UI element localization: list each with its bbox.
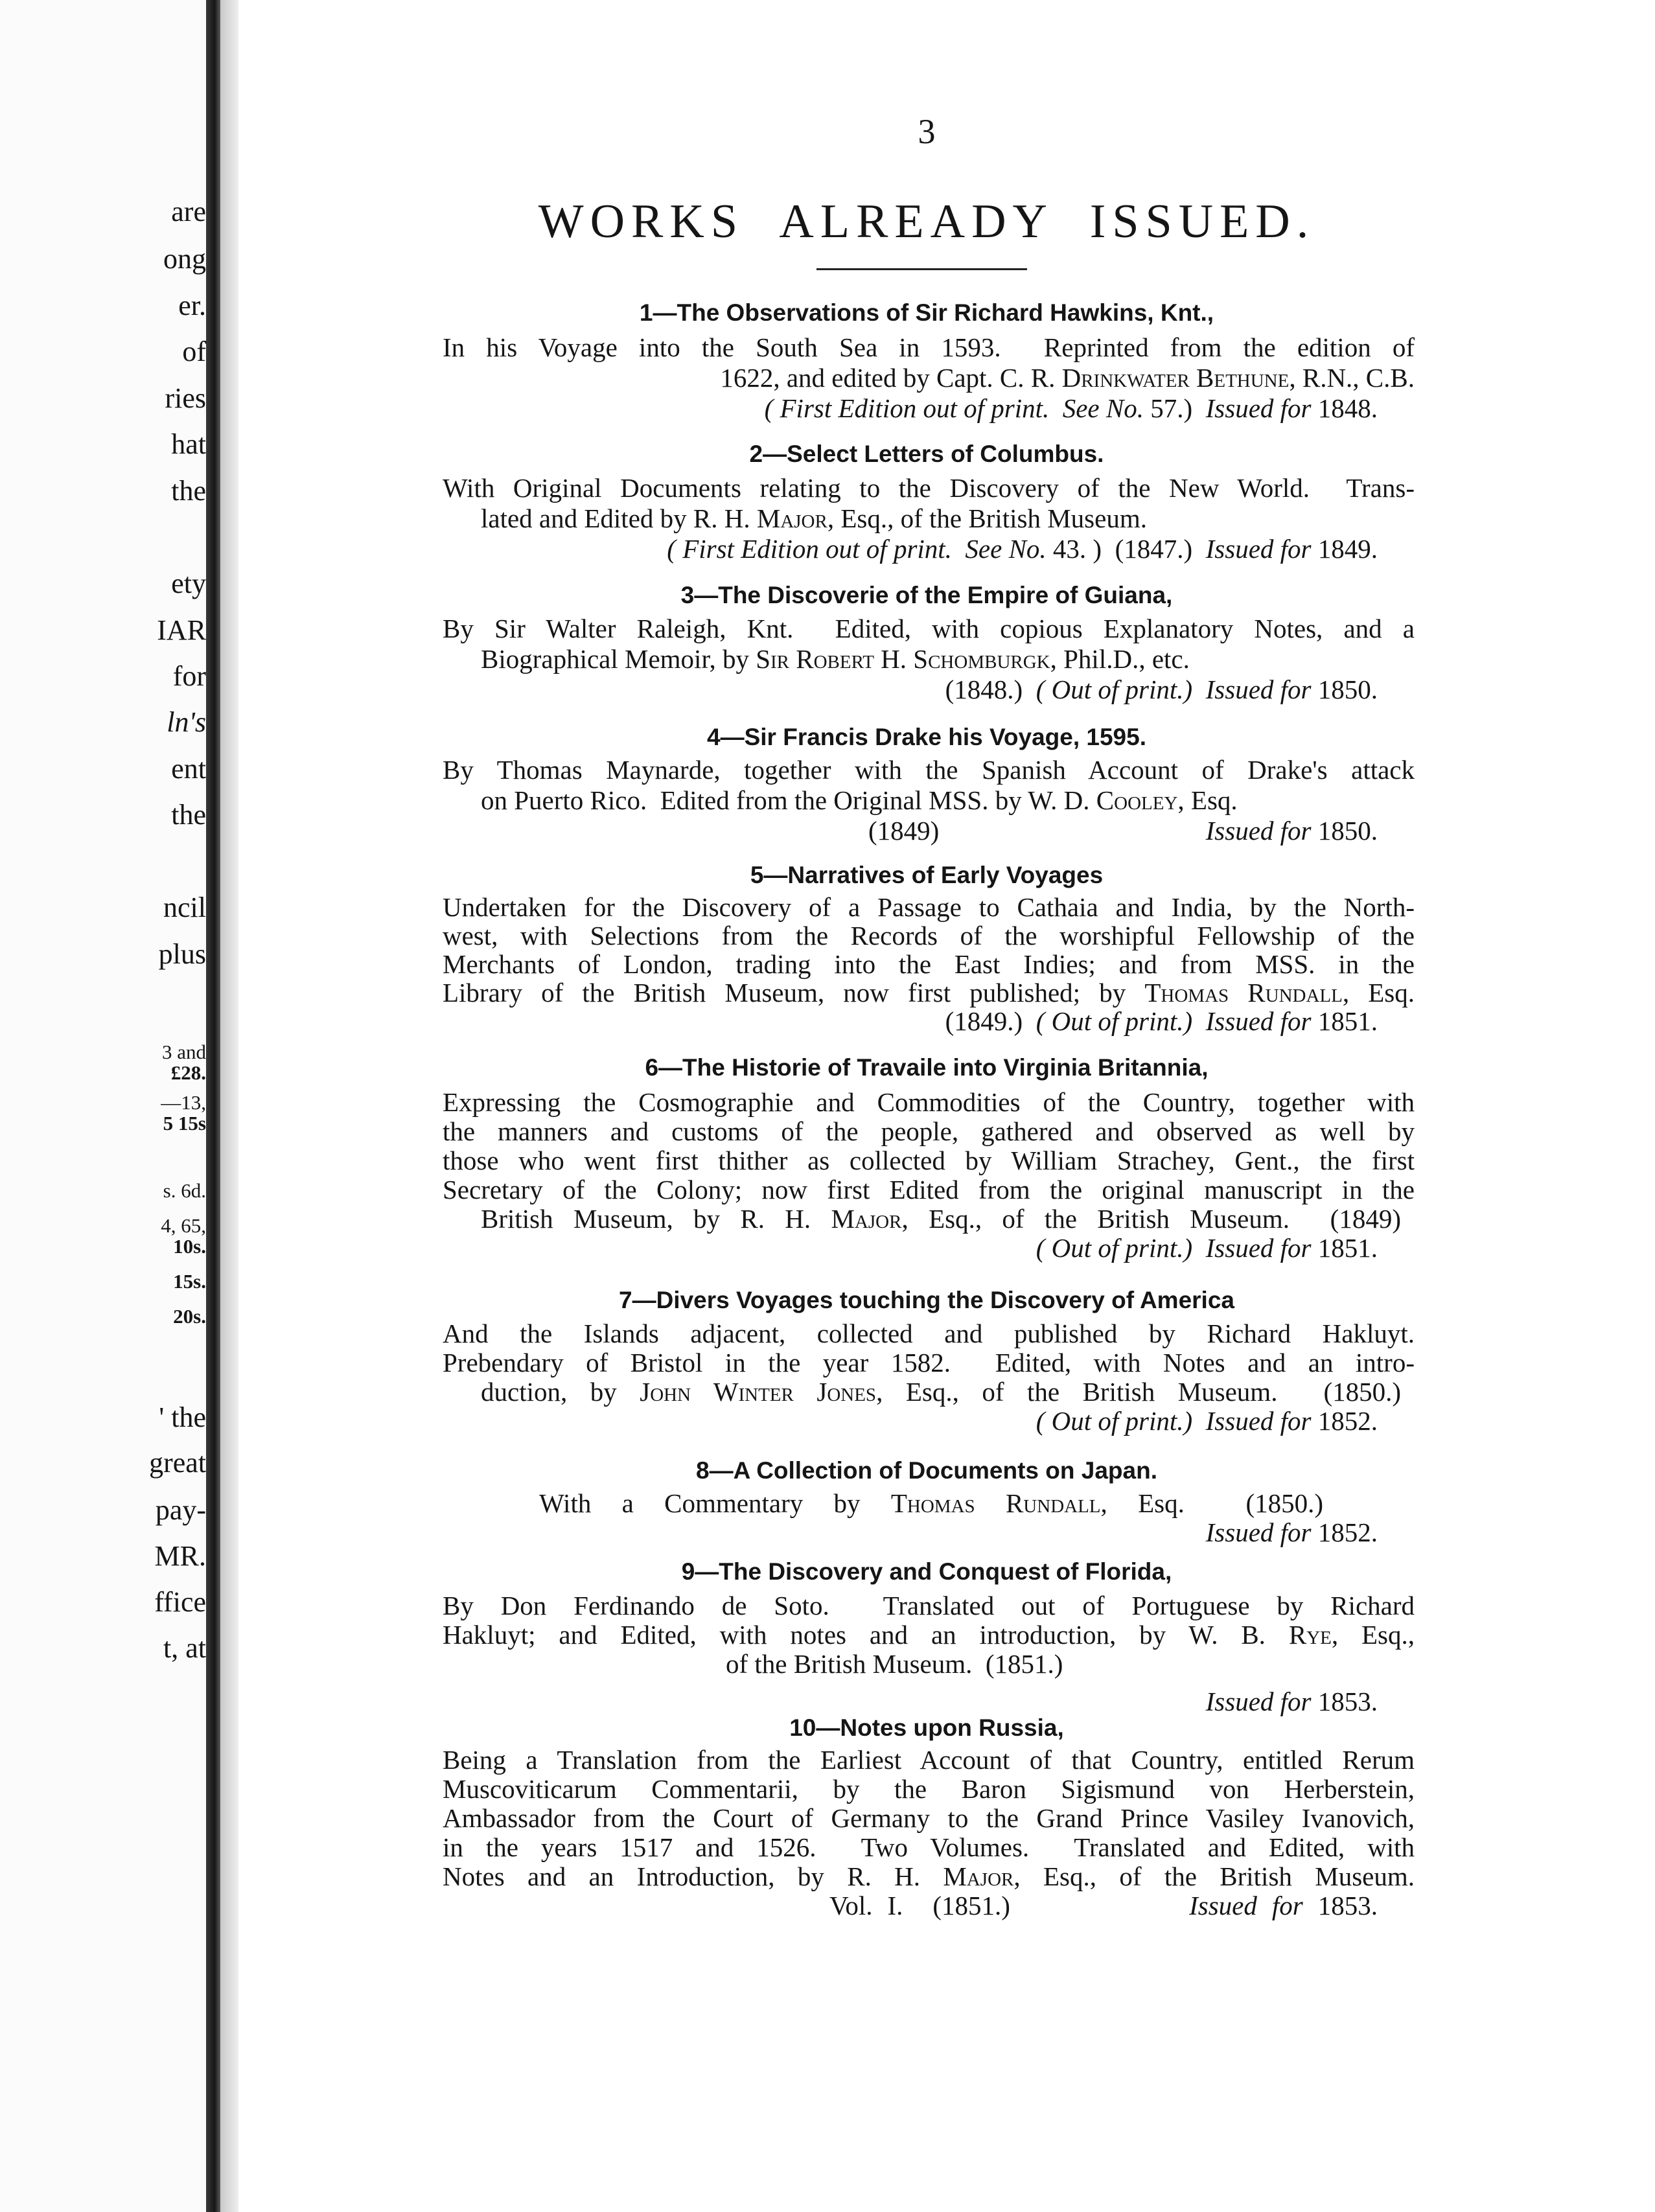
entry-text: 1850. (1317, 816, 1378, 846)
entry-text: Major (756, 503, 828, 533)
entry-line (443, 1089, 1415, 1116)
entry-line (443, 616, 1415, 642)
entry-text: 57.) (1150, 393, 1206, 423)
entry-line (829, 1893, 1378, 1919)
facing-page-fragment: 4, 65, (161, 1214, 206, 1237)
entry-line (443, 1805, 1415, 1832)
entry-text: Hakluyt; and Edited, with notes and an introduction, by W. B. (443, 1620, 1289, 1650)
facing-page-fragment: ong (163, 243, 206, 275)
entry-text: 1852. (1317, 1517, 1378, 1547)
facing-page-fragment: ries (165, 382, 206, 414)
entry-line (443, 1593, 1415, 1619)
entry-text: Notes and an Introduction, by R. H. (443, 1861, 943, 1891)
entry-heading: 8—A Collection of Documents on Japan. (696, 1457, 1157, 1484)
gutter-shadow (220, 0, 238, 2212)
entry-text: 1622, and edited by Capt. C. R. (720, 363, 1062, 393)
entry-line (443, 951, 1415, 978)
entry-text: 1851. (1317, 1233, 1378, 1263)
entry-text: Thomas Rundall (890, 1488, 1101, 1518)
entry-line (481, 646, 1415, 673)
entry-text: , Esq., of the British Museum. (827, 503, 1147, 533)
facing-page-fragment: ncil (163, 892, 206, 923)
entry-text: Being a Translation from the Earliest Account of that Country, entitled Rerum (443, 1745, 1415, 1775)
entry-line (1037, 1519, 1378, 1546)
facing-page-fragment: £28. (170, 1061, 206, 1084)
entry-line (868, 818, 953, 844)
facing-page-fragment: the (171, 475, 206, 507)
entry-heading: 10—Notes upon Russia, (789, 1714, 1064, 1741)
entry-text: the manners and customs of the people, gathered and observed as well by (443, 1116, 1415, 1146)
entry-text: ( Out of print.) Issued for (1036, 1406, 1318, 1436)
entry-text: , Esq., of the British Museum. (1013, 1861, 1415, 1891)
facing-page-fragment: er. (178, 290, 206, 321)
facing-page-fragment: ffice (154, 1586, 206, 1618)
entry-heading: 1—The Observations of Sir Richard Hawkins, Knt., (639, 299, 1214, 326)
facing-page-fragment: are (171, 196, 206, 227)
entry-line (531, 536, 1378, 562)
entry-text: those who went first thither as collected by William Strachey, Gent., the first (443, 1146, 1415, 1175)
entry-heading: 4—Sir Francis Drake his Voyage, 1595. (707, 724, 1146, 750)
entry-text: By Thomas Maynarde, together with the Spanish Account of Drake's attack (443, 755, 1415, 785)
entry-line (481, 787, 1415, 814)
entry-text: With Original Documents relating to the Discovery of the New World. Trans- (443, 473, 1415, 503)
entry-text: Library of the British Museum, now first published; by (443, 978, 1145, 1008)
facing-page-fragment: 15s. (173, 1270, 206, 1293)
facing-page-fragment: for (172, 660, 206, 692)
facing-page-fragment: MR. (154, 1540, 206, 1572)
entry-line (443, 1118, 1415, 1145)
entry-heading: 3—The Discoverie of the Empire of Guiana, (680, 582, 1173, 608)
entry-line (443, 1834, 1415, 1861)
facing-page-fragment: —13, (161, 1091, 206, 1114)
entry-text: John Winter Jones (640, 1377, 877, 1407)
entry-text: 1851. (1317, 1006, 1378, 1036)
entry-line (443, 475, 1415, 501)
facing-page-fragment: 3 and (161, 1041, 206, 1063)
entry-text: Issued for (1205, 1687, 1318, 1716)
facing-page-fragment: great (149, 1447, 206, 1479)
entry-line (443, 980, 1415, 1006)
facing-page-fragment: 5 15s (163, 1112, 206, 1135)
entry-heading: 9—The Discovery and Conquest of Florida, (681, 1558, 1172, 1585)
facing-page-fragment: ln's (167, 706, 206, 738)
entry-line (443, 334, 1415, 361)
entry-text: Issued for (1189, 1891, 1318, 1920)
entry-line (583, 395, 1378, 422)
entry-text: Drinkwater Bethune (1061, 363, 1290, 393)
entry-line (842, 1408, 1378, 1434)
facing-page-fragment: of (182, 336, 206, 367)
entry-text: (1849) (868, 816, 940, 846)
entry-text: ( First Edition out of print. See No. (667, 534, 1053, 564)
entry-text: , Esq. (1850.) (1100, 1488, 1324, 1518)
entry-heading: 7—Divers Voyages touching the Discovery of America (619, 1287, 1234, 1313)
entry-line (443, 1622, 1415, 1648)
entry-text: (1848.) (945, 674, 1036, 704)
entry-line (481, 1206, 1401, 1232)
entry-text: Issued for (1205, 534, 1318, 564)
entry-line (443, 923, 1415, 949)
entry-line (539, 1490, 1323, 1517)
entry-text: Undertaken for the Discovery of a Passage to Cathaia and India, by the North- (443, 892, 1415, 922)
entry-line (443, 757, 1415, 783)
entry-line (443, 1147, 1415, 1174)
entry-text: , Esq. (1177, 785, 1238, 815)
entry-line (443, 1776, 1415, 1803)
entry-line (443, 894, 1415, 921)
entry-heading: 6—The Historie of Travaile into Virginia Britannia, (645, 1054, 1209, 1081)
entry-text: Issued for (1205, 1517, 1318, 1547)
title-rule (816, 268, 1027, 270)
entry-line (842, 1235, 1378, 1262)
entry-line (443, 1747, 1415, 1773)
entry-text: , Esq., (1331, 1620, 1415, 1650)
entry-text: Secretary of the Colony; now first Edited from the original manuscript in the (443, 1175, 1415, 1204)
entry-text: With a Commentary by (539, 1488, 891, 1518)
page-number: 3 (918, 112, 936, 151)
binding-gutter (206, 0, 220, 2212)
page-title: WORKS ALREADY ISSUED. (538, 195, 1315, 248)
entry-text: Major (943, 1861, 1014, 1891)
entry-text: 1850. (1317, 674, 1378, 704)
facing-page-fragment: ent (171, 753, 206, 785)
entry-line (481, 505, 1415, 532)
entry-text: British Museum, by R. H. (481, 1204, 831, 1234)
entry-text: Vol. I. (1851.) (829, 1891, 1190, 1920)
facing-page-fragment: the (171, 799, 206, 831)
entry-text: ( Out of print.) Issued for (1036, 1233, 1318, 1263)
entry-line (443, 1863, 1415, 1890)
entry-line (1037, 1688, 1378, 1715)
entry-text: 1853. (1317, 1687, 1378, 1716)
entry-text: Expressing the Cosmographie and Commodities of the Country, together with (443, 1087, 1415, 1117)
entry-text: ( Out of print.) Issued for (1036, 1006, 1318, 1036)
entry-text: And the Islands adjacent, collected and published by Richard Hakluyt. (443, 1319, 1415, 1348)
entry-line (481, 1379, 1401, 1405)
facing-page-fragment: hat (171, 428, 206, 460)
facing-page-fragment: 10s. (173, 1235, 206, 1258)
entry-heading: 5—Narratives of Early Voyages (750, 862, 1104, 888)
entry-text: Prebendary of Bristol in the year 1582. Edited, with Notes and an intro- (443, 1348, 1415, 1377)
entry-text: Biographical Memoir, by (481, 644, 756, 674)
entry-line (481, 365, 1415, 391)
entry-text: (1849.) (945, 1006, 1036, 1036)
entry-text: 1848. (1317, 393, 1378, 423)
entry-line (648, 1008, 1378, 1035)
entry-text: By Don Ferdinando de Soto. Translated out of Portuguese by Richard (443, 1591, 1415, 1620)
entry-text: Issued for (1205, 816, 1318, 846)
entry-heading: 2—Select Letters of Columbus. (749, 441, 1104, 467)
entry-text: Major (831, 1204, 902, 1234)
entry-line (726, 1651, 1179, 1677)
entry-text: of the British Museum. (1851.) (726, 1649, 1063, 1679)
entry-text: Ambassador from the Court of Germany to the Grand Prince Vasiley Ivanovich, (443, 1803, 1415, 1833)
entry-line (1102, 818, 1378, 844)
entry-text: , R.N., C.B. (1289, 363, 1415, 393)
facing-page-edge (0, 0, 206, 2212)
facing-page-fragment: ' the (159, 1401, 206, 1433)
entry-text: on Puerto Rico. Edited from the Original MSS. by W. D. (481, 785, 1096, 815)
entry-text: , Esq., of the British Museum. (1849) (901, 1204, 1401, 1234)
facing-page-fragment: IAR (157, 614, 206, 646)
entry-line (443, 1177, 1415, 1203)
entry-line (443, 1350, 1415, 1376)
entry-text: , Esq., of the British Museum. (1850.) (876, 1377, 1402, 1407)
facing-page-fragment: 20s. (173, 1305, 206, 1328)
entry-text: Issued for (1205, 393, 1318, 423)
entry-text: By Sir Walter Raleigh, Knt. Edited, with copious Explanatory Notes, and a (443, 614, 1415, 643)
entry-text: Thomas Rundall (1144, 978, 1343, 1008)
entry-line (443, 1320, 1415, 1347)
facing-page-fragment: pay- (155, 1494, 206, 1526)
entry-text: 1853. (1317, 1891, 1378, 1920)
entry-text: 1849. (1317, 534, 1378, 564)
entry-text: in the years 1517 and 1526. Two Volumes. Translated and Edited, with (443, 1832, 1415, 1862)
entry-text: lated and Edited by R. H. (481, 503, 757, 533)
entry-text: ( Out of print.) Issued for (1036, 674, 1318, 704)
entry-text: ( First Edition out of print. See No. (764, 393, 1151, 423)
entry-text: 43. ) (1847.) (1052, 534, 1206, 564)
entry-text: Sir Robert H. Schomburgk (756, 644, 1050, 674)
entry-line (648, 676, 1378, 703)
entry-text: Muscoviticarum Commentarii, by the Baron Sigismund von Herberstein, (443, 1774, 1415, 1804)
entry-text: , Phil.D., etc. (1050, 644, 1190, 674)
entry-text: In his Voyage into the South Sea in 1593. Reprinted from the edition of (443, 332, 1415, 362)
facing-page-fragment: s. 6d. (163, 1179, 206, 1202)
entry-text: Merchants of London, trading into the East Indies; and from MSS. in the (443, 949, 1415, 979)
entry-text: , Esq. (1342, 978, 1415, 1008)
facing-page-fragment: t, at (163, 1632, 206, 1664)
entry-text: 1852. (1317, 1406, 1378, 1436)
entry-text: Cooley (1096, 785, 1178, 815)
entry-text: west, with Selections from the Records of the worshipful Fellowship of the (443, 921, 1415, 950)
facing-page-fragment: ety (171, 568, 206, 599)
entry-text: Rye (1288, 1620, 1332, 1650)
facing-page-fragment: plus (158, 938, 206, 970)
entry-text: duction, by (481, 1377, 640, 1407)
